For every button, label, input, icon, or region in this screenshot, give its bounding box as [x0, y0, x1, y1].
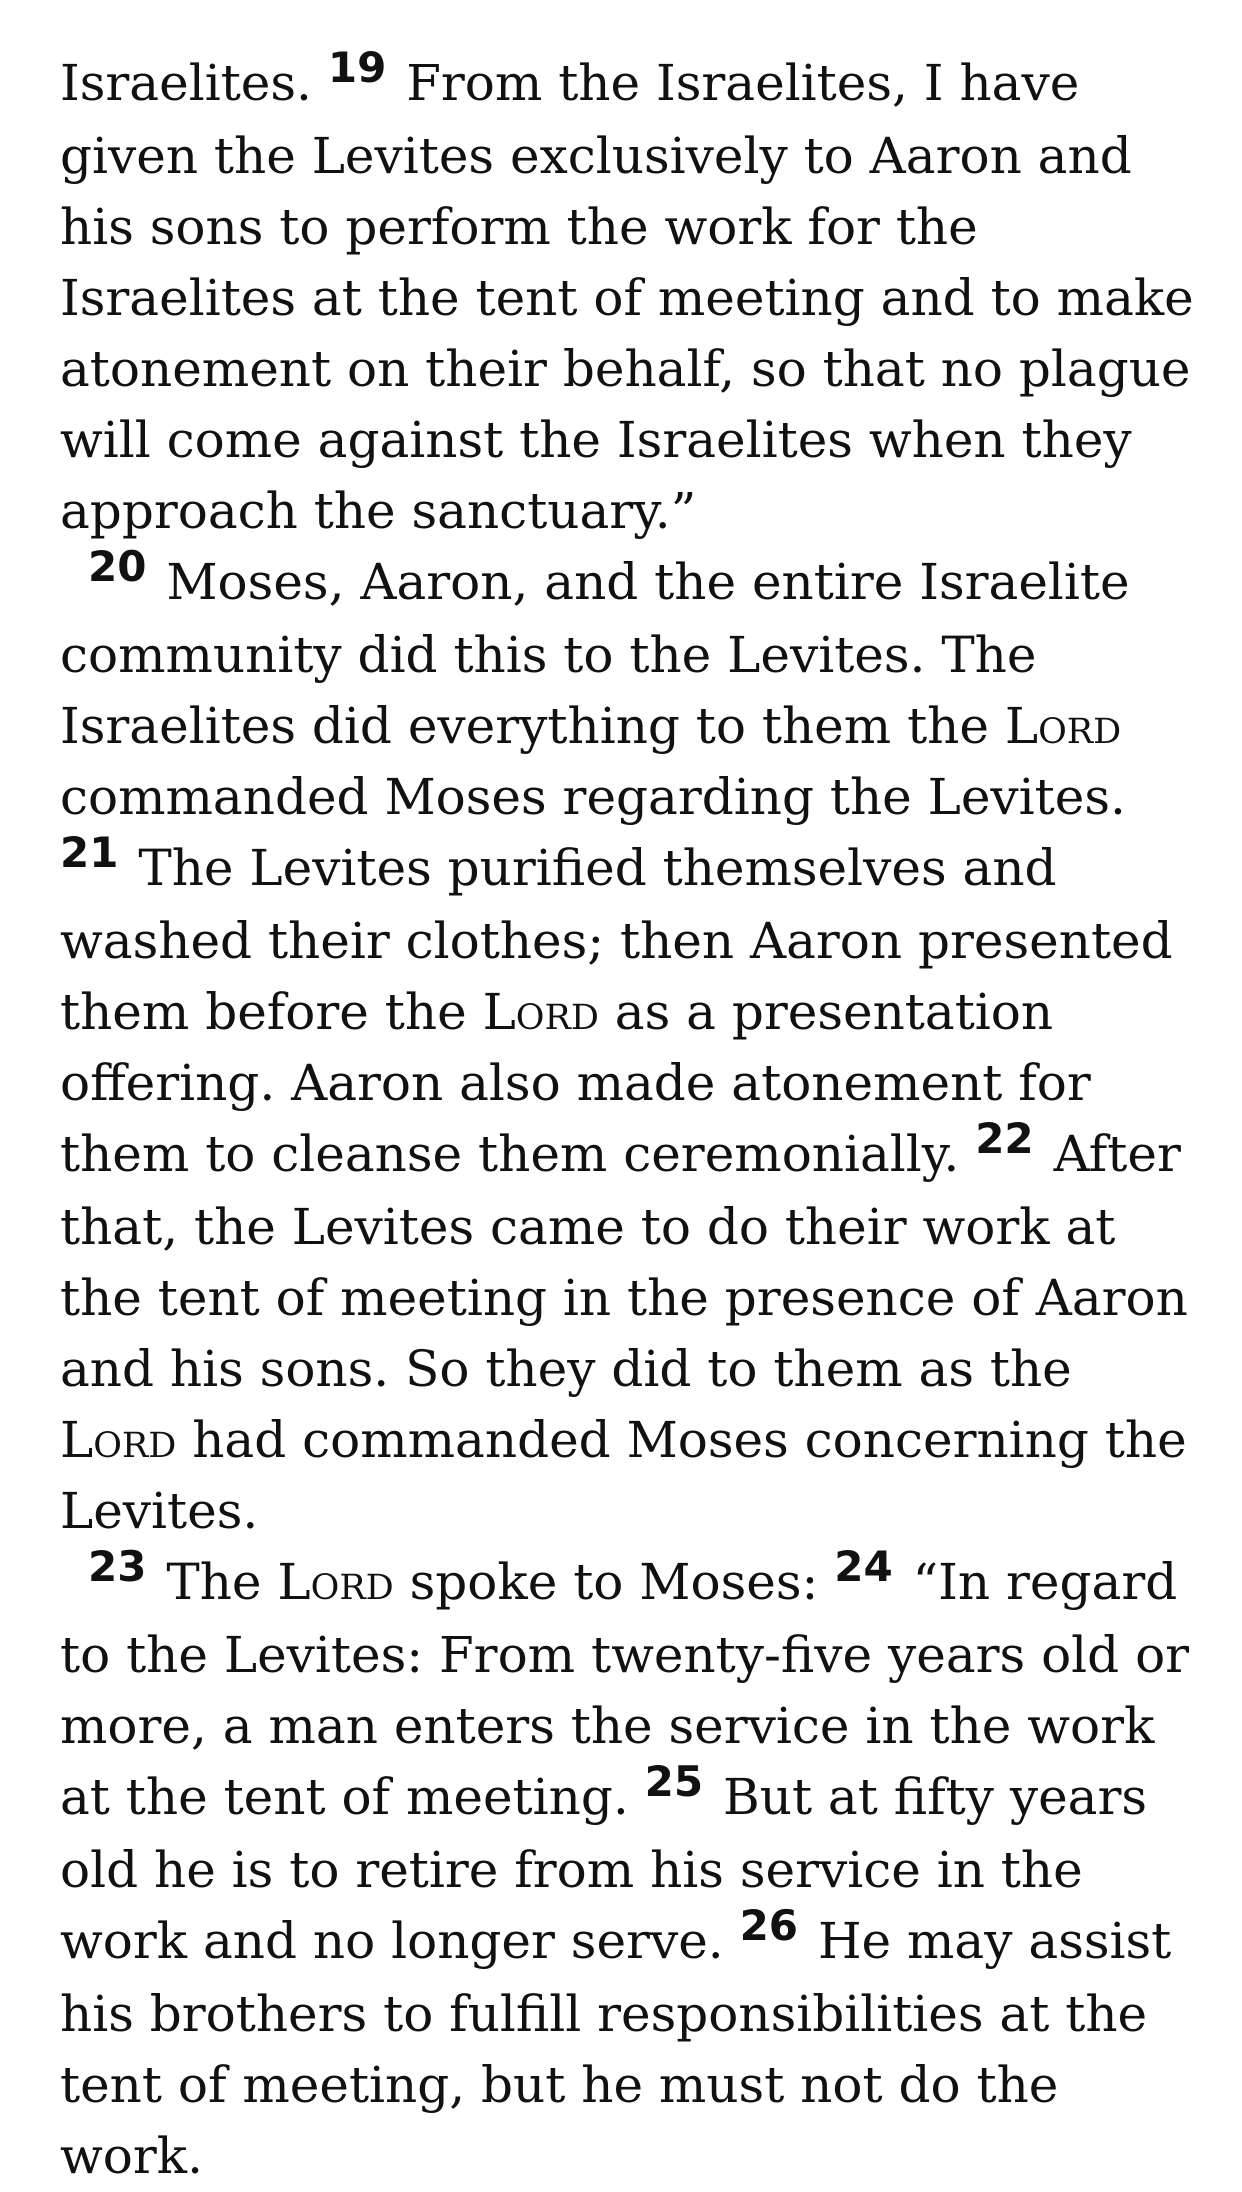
- verse-number-26: 26: [739, 1901, 799, 1950]
- verse-number-21: 21: [60, 828, 119, 877]
- verse-text: The: [166, 1553, 262, 1611]
- verse-text: He may assist his brothers to fulfill responsibilities at the tent of meeting, but he must not do the work.: [60, 1912, 1172, 2185]
- verse-text: had commanded Moses concerning the Levites.: [60, 1411, 1187, 1540]
- divine-name: Lord: [482, 983, 599, 1041]
- verse-text: After that, the Levites came to do their work at the tent of meeting in the presence of Aaron and his sons. So they did to them as the: [60, 1125, 1188, 1398]
- verse-number-22: 22: [975, 1114, 1034, 1163]
- verse-text: From the Israelites, I have given the Levites exclusively to Aaron and his sons to perform the work for the Israelites at the tent of meeting and to make atonement on their behalf, so that no plague will come against the Israelites when they approach the sanctuary.”: [60, 54, 1194, 540]
- scripture-passage: [60, 43, 1200, 2192]
- verse-text: The Levites purified themselves and washed their clothes; then Aaron presented them before the: [60, 839, 1173, 1041]
- divine-name: Lord: [277, 1553, 394, 1611]
- divine-name: Lord: [60, 1411, 177, 1469]
- verse-text: Israelites.: [60, 54, 312, 112]
- paragraph-3: [60, 1542, 1200, 2192]
- verse-text: Moses, Aaron, and the entire Israelite community did this to the Levites. The Israelites did everything to them the: [60, 553, 1130, 755]
- verse-number-25: 25: [644, 1757, 704, 1806]
- paragraph-2: [60, 542, 1200, 1547]
- verse-number-24: 24: [834, 1542, 893, 1591]
- verse-text: But at fifty years old he is to retire from his service in the work and no longer serve.: [60, 1768, 1148, 1970]
- verse-number-23: 23: [88, 1542, 147, 1591]
- divine-name: Lord: [1004, 697, 1122, 755]
- paragraph-1: [60, 43, 1200, 547]
- verse-text: “In regard to the Levites: From twenty-five years old or more, a man enters the service in the work at the tent of meeting.: [60, 1553, 1190, 1826]
- verse-text: as a presentation offering. Aaron also made atonement for them to cleanse them ceremonially.: [60, 983, 1091, 1183]
- verse-number-20: 20: [88, 542, 147, 591]
- verse-text: commanded Moses regarding the Levites.: [60, 768, 1126, 826]
- verse-text: spoke to Moses:: [409, 1553, 819, 1611]
- verse-number-19: 19: [327, 43, 387, 92]
